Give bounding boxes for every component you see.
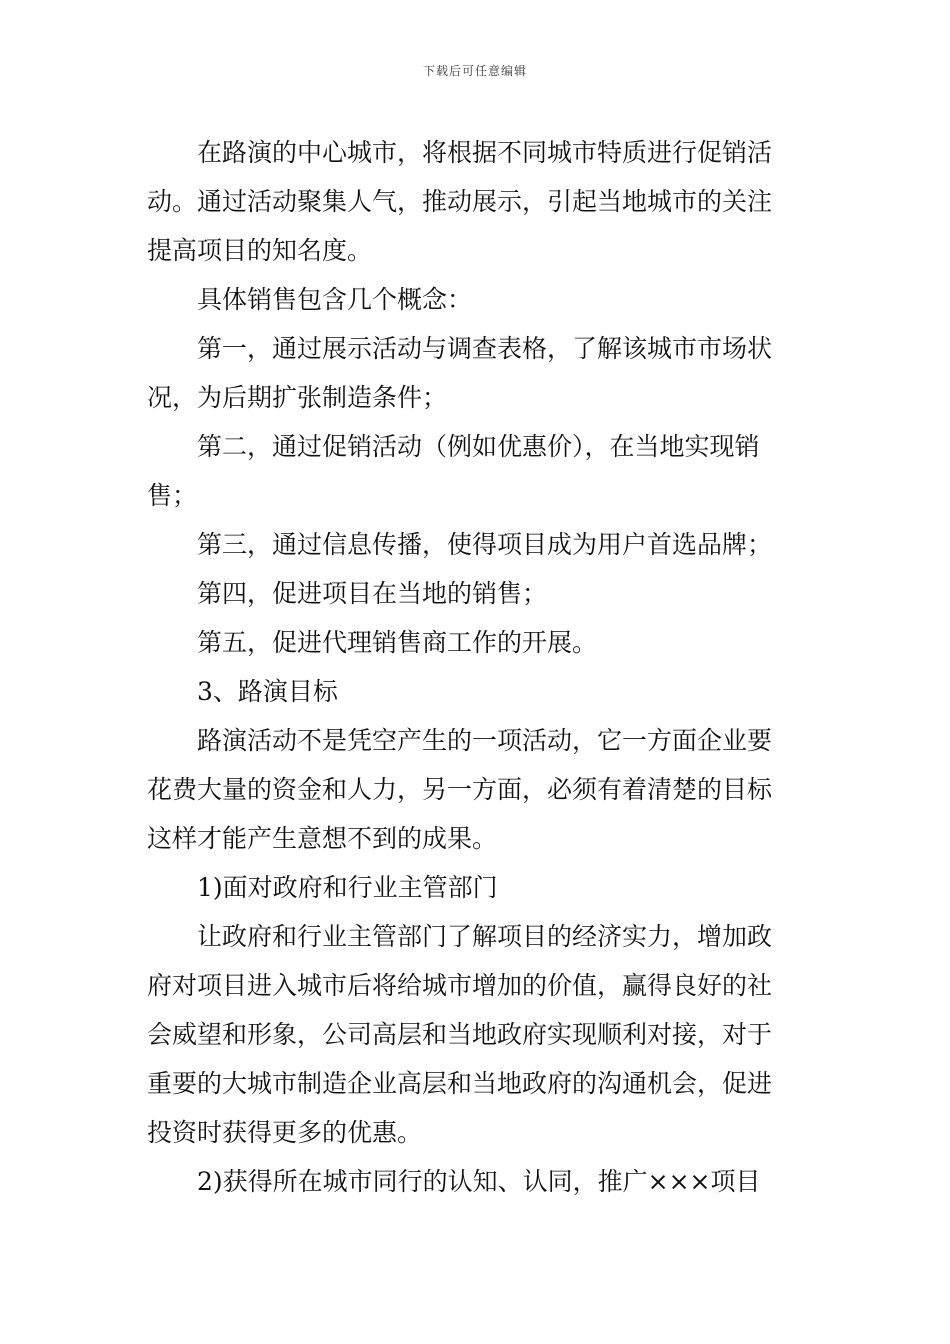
text-line: 让政府和行业主管部门了解项目的经济实力，增加政 <box>197 922 773 951</box>
text-line: 1)面对政府和行业主管部门 <box>197 873 498 902</box>
text-line: 花费大量的资金和人力，另一方面，必须有着清楚的目标 <box>147 775 773 804</box>
text-line: 重要的大城市制造企业高层和当地政府的沟通机会，促进 <box>147 1069 773 1098</box>
text-line: 第三，通过信息传播，使得项目成为用户首选品牌； <box>197 530 773 559</box>
page-header: 下载后可任意编辑 <box>422 64 527 78</box>
text-line: 投资时获得更多的优惠。 <box>147 1118 423 1147</box>
text-line: 第一，通过展示活动与调查表格，了解该城市市场状 <box>197 334 773 363</box>
text-line: 路演活动不是凭空产生的一项活动，它一方面企业要 <box>197 726 773 755</box>
text-line: 第二，通过促销活动（例如优惠价），在当地实现销 <box>197 432 760 461</box>
text-line: 3、路演目标 <box>197 677 338 706</box>
text-line: 2)获得所在城市同行的认知、认同，推广×××项目 <box>197 1167 761 1196</box>
document-body <box>147 128 807 1206</box>
text-line: 具体销售包含几个概念： <box>197 285 473 314</box>
text-line: 府对项目进入城市后将给城市增加的价值，赢得良好的社 <box>147 971 773 1000</box>
text-line: 在路演的中心城市，将根据不同城市特质进行促销活 <box>197 138 773 167</box>
text-line: 会威望和形象，公司高层和当地政府实现顺利对接，对于 <box>147 1020 773 1049</box>
text-line: 这样才能产生意想不到的成果。 <box>147 824 498 853</box>
text-line: 第五，促进代理销售商工作的开展。 <box>197 628 598 657</box>
text-line: 况，为后期扩张制造条件； <box>147 383 448 412</box>
text-line: 提高项目的知名度。 <box>147 236 373 265</box>
text-line: 售； <box>147 481 198 510</box>
text-line: 第四，促进项目在当地的销售； <box>197 579 548 608</box>
text-line: 动。通过活动聚集人气，推动展示，引起当地城市的关注 <box>147 187 773 216</box>
